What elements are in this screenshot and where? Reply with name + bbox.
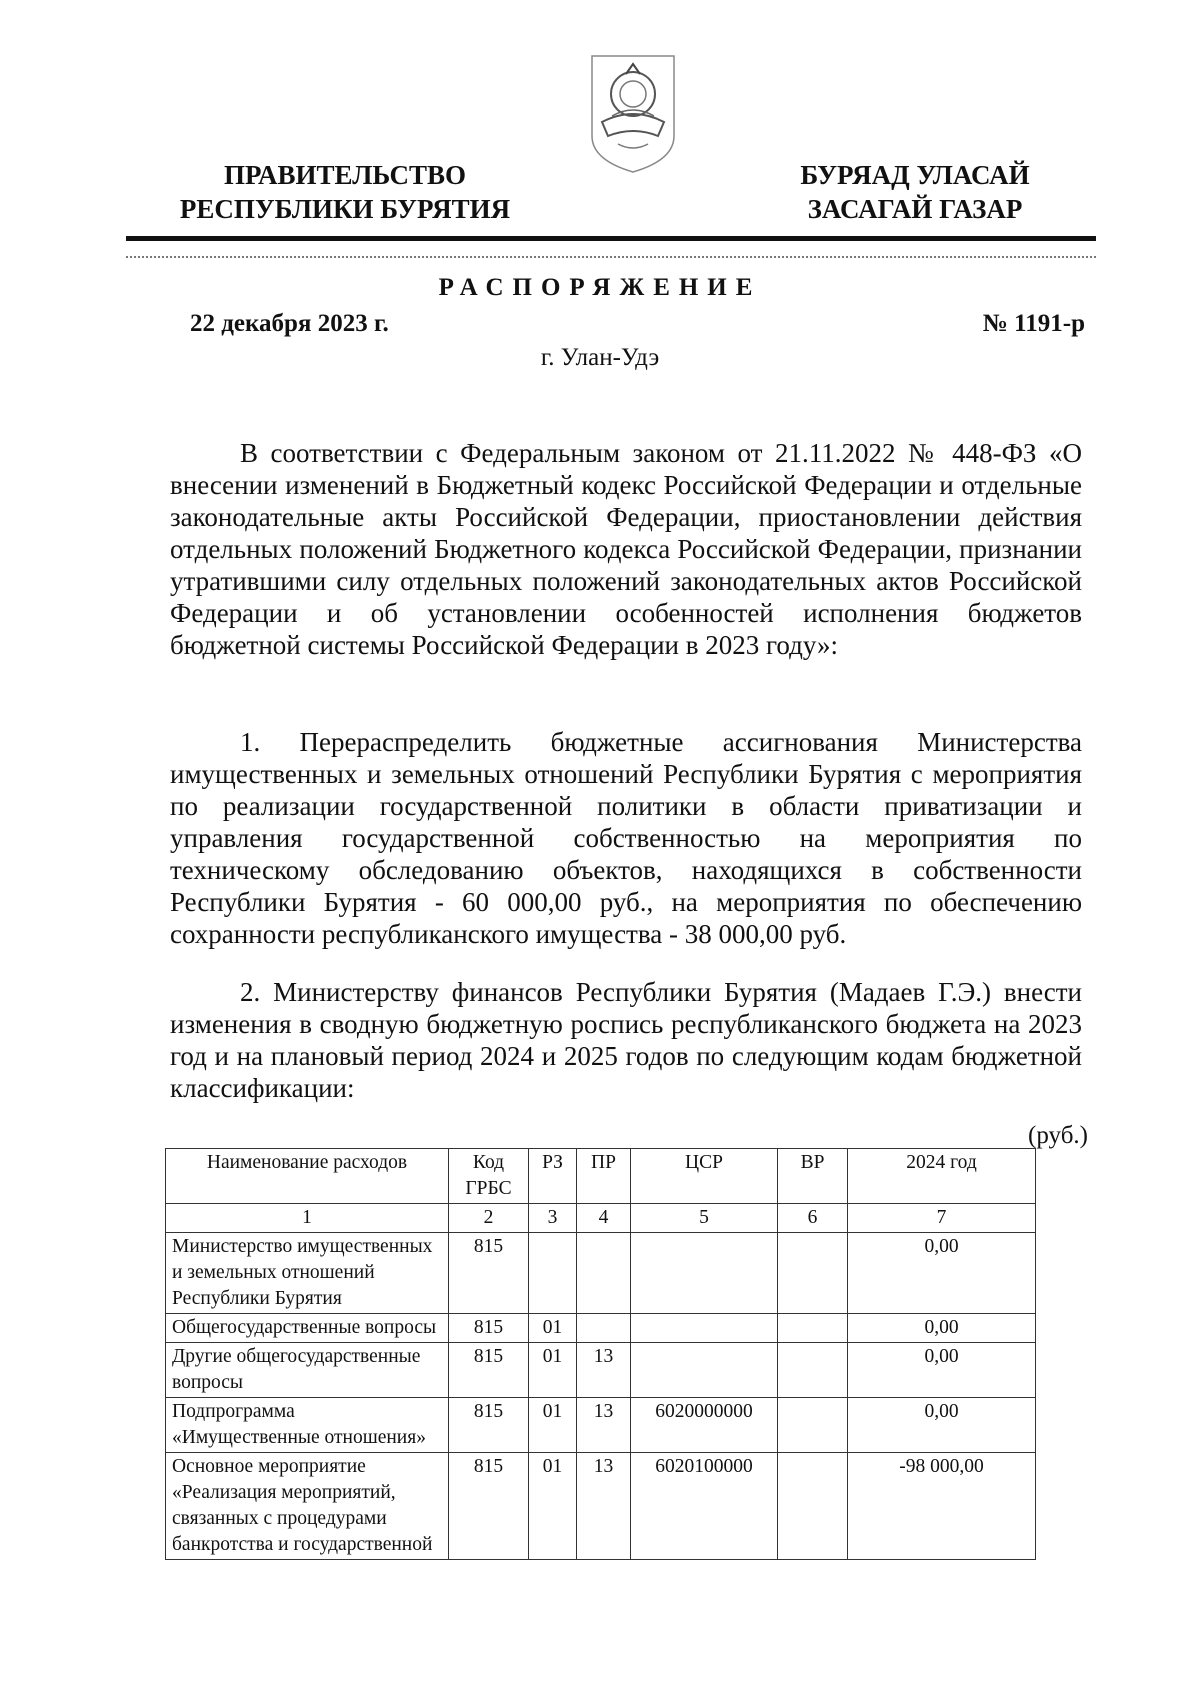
coat-of-arms-icon — [588, 52, 678, 176]
row-vr — [778, 1453, 848, 1560]
header-cell-vr: ВР — [778, 1149, 848, 1204]
row-grbs: 815 — [449, 1453, 529, 1560]
column-number: 6 — [778, 1204, 848, 1233]
row-vr — [778, 1233, 848, 1314]
row-name: Общегосударственные вопросы — [166, 1314, 449, 1343]
document-city: г. Улан-Удэ — [540, 344, 660, 371]
row-grbs: 815 — [449, 1233, 529, 1314]
header-cell-csr: ЦСР — [631, 1149, 778, 1204]
row-pr: 13 — [577, 1398, 631, 1453]
row-rz — [529, 1233, 577, 1314]
paragraph-preamble: В соответствии с Федеральным законом от 21.11.2022 № 448-ФЗ «О внесении изменений в Бюджетный кодекс Российской Федерации и отдельные законодательные акты Российской Федерации, приостановлении действия отдельных положений Бюджетного кодекса Российской Федерации, признании утратившими силу отдельных положений законодательных актов Российской Федерации и об установлении особенностей исполнения бюджетов бюджетной системы Российской Федерации в 2023 году»: — [170, 438, 1082, 660]
document-title: РАСПОРЯЖЕНИЕ — [438, 274, 762, 301]
row-grbs: 815 — [449, 1314, 529, 1343]
table-row — [166, 1233, 1036, 1314]
row-csr — [631, 1343, 778, 1398]
paragraph-item-2: 2. Министерству финансов Республики Бурятия (Мадаев Г.Э.) внести изменения в сводную бюджетную роспись республиканского бюджета на 2023 год и на плановый период 2024 и 2025 годов по следующим кодам бюджетной классификации: — [170, 977, 1082, 1103]
coat-of-arms-emblem — [588, 52, 678, 176]
header-cell-grbs: Код ГРБС — [449, 1149, 529, 1204]
table-row — [166, 1343, 1036, 1398]
paragraph-item-1: 1. Перераспределить бюджетные ассигнования Министерства имущественных и земельных отношений Республики Бурятия с мероприятия по реализации государственной политики в области приватизации и управления государственной собственностью на мероприятия по техническому обследованию объектов, находящихся в собственности Республики Бурятия - 60 000,00 руб., на мероприятия по обеспечению сохранности республиканского имущества - 38 000,00 руб. — [170, 727, 1082, 949]
header-cell-pr: ПР — [577, 1149, 631, 1204]
header-cell-rz: РЗ — [529, 1149, 577, 1204]
header-rule-thick — [126, 236, 1096, 241]
row-name: Основное мероприятие «Реализация мероприятий, связанных с процедурами банкротства и государственной — [166, 1453, 449, 1560]
budget-table — [165, 1148, 1036, 1560]
column-number: 7 — [848, 1204, 1036, 1233]
table-row — [166, 1453, 1036, 1560]
table-row — [166, 1398, 1036, 1453]
table-unit-label: (руб.) — [1028, 1122, 1088, 1149]
table-number-row — [166, 1204, 1036, 1233]
document-number: № 1191-р — [982, 310, 1085, 337]
row-grbs: 815 — [449, 1398, 529, 1453]
row-csr — [631, 1233, 778, 1314]
header-left — [160, 158, 530, 226]
header-right-line2: ЗАСАГАЙ ГАЗАР — [807, 194, 1023, 224]
row-sum: -98 000,00 — [848, 1453, 1036, 1560]
header-right — [765, 158, 1065, 226]
row-rz: 01 — [529, 1453, 577, 1560]
header-left-line1: ПРАВИТЕЛЬСТВО — [223, 160, 467, 190]
row-name: Другие общегосударственные вопросы — [166, 1343, 449, 1398]
row-vr — [778, 1314, 848, 1343]
row-sum: 0,00 — [848, 1233, 1036, 1314]
row-rz: 01 — [529, 1398, 577, 1453]
row-sum: 0,00 — [848, 1314, 1036, 1343]
document-date: 22 декабря 2023 г. — [190, 310, 389, 337]
header-right-line1: БУРЯАД УЛАСАЙ — [800, 160, 1030, 190]
row-vr — [778, 1398, 848, 1453]
header-left-line2: РЕСПУБЛИКИ БУРЯТИЯ — [179, 194, 511, 224]
row-sum: 0,00 — [848, 1343, 1036, 1398]
row-rz: 01 — [529, 1343, 577, 1398]
header-cell-year: 2024 год — [848, 1149, 1036, 1204]
row-pr — [577, 1314, 631, 1343]
column-number: 3 — [529, 1204, 577, 1233]
row-name: Подпрограмма «Имущественные отношения» — [166, 1398, 449, 1453]
row-csr: 6020100000 — [631, 1453, 778, 1560]
column-number: 5 — [631, 1204, 778, 1233]
row-grbs: 815 — [449, 1343, 529, 1398]
row-vr — [778, 1343, 848, 1398]
table-header-row — [166, 1149, 1036, 1204]
row-name: Министерство имущественных и земельных отношений Республики Бурятия — [166, 1233, 449, 1314]
header-rule-thin — [126, 256, 1096, 258]
row-rz: 01 — [529, 1314, 577, 1343]
header-cell-name: Наименование расходов — [166, 1149, 449, 1204]
row-csr — [631, 1314, 778, 1343]
column-number: 4 — [577, 1204, 631, 1233]
column-number: 1 — [166, 1204, 449, 1233]
row-pr — [577, 1233, 631, 1314]
row-csr: 6020000000 — [631, 1398, 778, 1453]
row-sum: 0,00 — [848, 1398, 1036, 1453]
table-row — [166, 1314, 1036, 1343]
row-pr: 13 — [577, 1343, 631, 1398]
column-number: 2 — [449, 1204, 529, 1233]
row-pr: 13 — [577, 1453, 631, 1560]
